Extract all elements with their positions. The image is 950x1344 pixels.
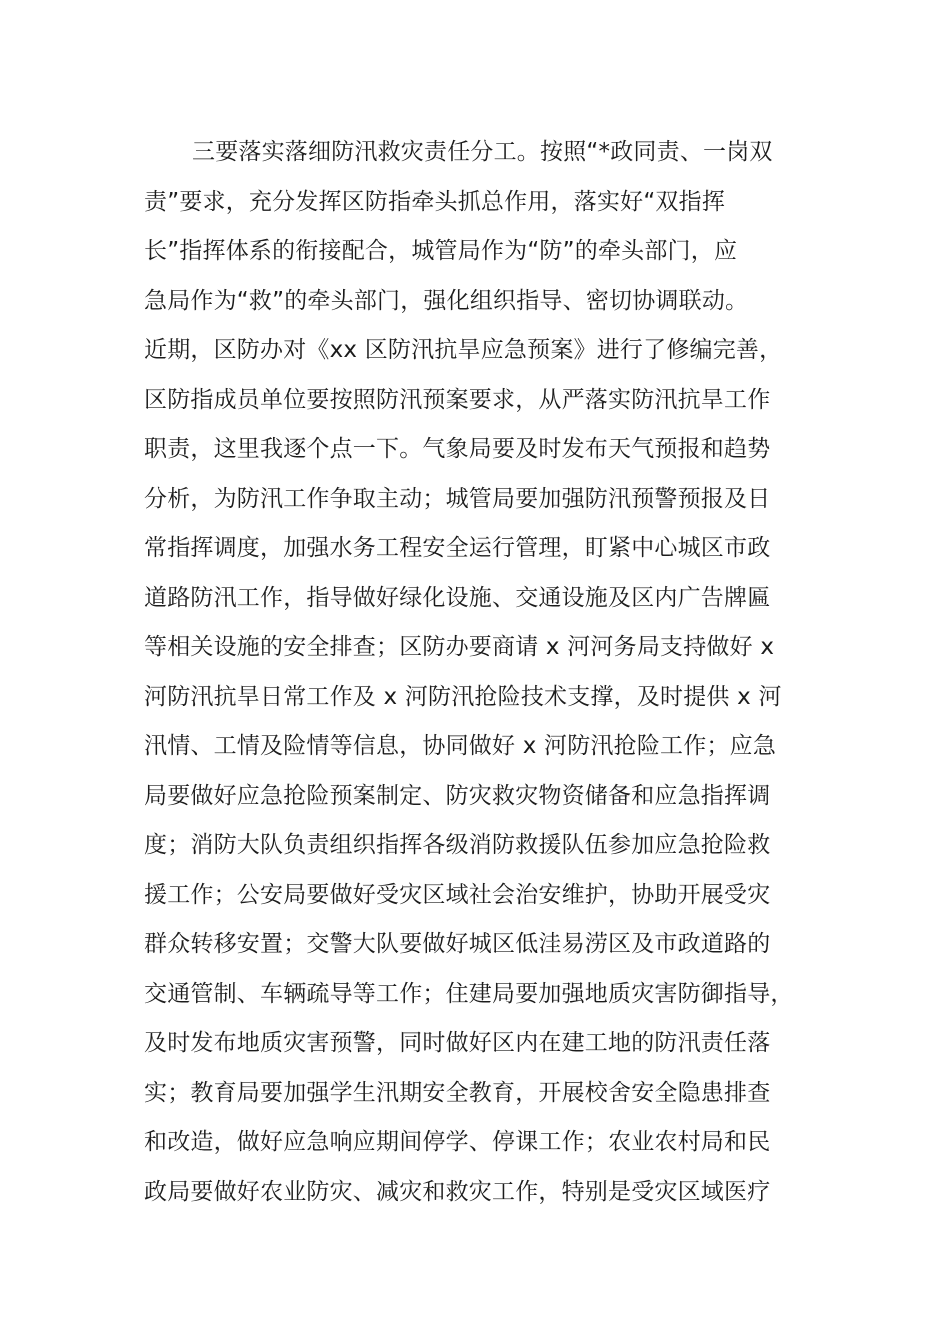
paragraph-line: 实；教育局要加强学生汛期安全教育，开展校舍安全隐患排查 (144, 1079, 771, 1106)
paragraph-line: 度；消防大队负责组织指挥各级消防救援队伍参加应急抢险救 (144, 832, 771, 858)
paragraph-line: 河防汛抗旱日常工作及 x 河防汛抢险技术支撑，及时提供 x 河 (144, 683, 782, 710)
paragraph-line: 群众转移安置；交警大队要做好城区低洼易涝区及市政道路的 (144, 931, 771, 957)
paragraph-line: 分析，为防汛工作争取主动；城管局要加强防汛预警预报及日 (144, 485, 771, 512)
paragraph-line: 三要落实落细防汛救灾责任分工。按照“*政同责、一岗双 (192, 139, 773, 165)
paragraph-line: 汛情、工情及险情等信息，协同做好 x 河防汛抢险工作；应急 (144, 733, 777, 759)
body-paragraph (144, 128, 814, 1217)
paragraph-line: 政局要做好农业防灾、减灾和救灾工作，特别是受灾区域医疗 (144, 1178, 771, 1205)
paragraph-line: 责”要求，充分发挥区防指牵头抓总作用，落实好“双指挥 (144, 188, 726, 215)
paragraph-line: 道路防汛工作，指导做好绿化设施、交通设施及区内广告牌匾 (144, 584, 771, 611)
paragraph-line: 等相关设施的安全排查；区防办要商请 x 河河务局支持做好 x (144, 634, 775, 660)
paragraph-line: 职责，这里我逐个点一下。气象局要及时发布天气预报和趋势 (144, 436, 771, 462)
paragraph-line: 局要做好应急抢险预案制定、防灾救灾物资储备和应急指挥调 (144, 782, 771, 809)
paragraph-line: 交通管制、车辆疏导等工作；住建局要加强地质灾害防御指导， (144, 980, 794, 1007)
paragraph-line: 和改造，做好应急响应期间停学、停课工作；农业农村局和民 (144, 1129, 771, 1155)
paragraph-line: 长”指挥体系的衔接配合，城管局作为“防”的牵头部门，应 (144, 238, 738, 264)
paragraph-line: 急局作为“救”的牵头部门，强化组织指导、密切协调联动。 (144, 287, 749, 314)
paragraph-line: 及时发布地质灾害预警，同时做好区内在建工地的防汛责任落 (144, 1030, 771, 1056)
paragraph-line: 常指挥调度，加强水务工程安全运行管理，盯紧中心城区市政 (144, 535, 771, 561)
paragraph-line: 援工作；公安局要做好受灾区域社会治安维护，协助开展受灾 (144, 881, 771, 908)
paragraph-line: 近期，区防办对《xx 区防汛抗旱应急预案》进行了修编完善， (144, 337, 783, 363)
paragraph-line: 区防指成员单位要按照防汛预案要求，从严落实防汛抗旱工作 (144, 386, 771, 413)
